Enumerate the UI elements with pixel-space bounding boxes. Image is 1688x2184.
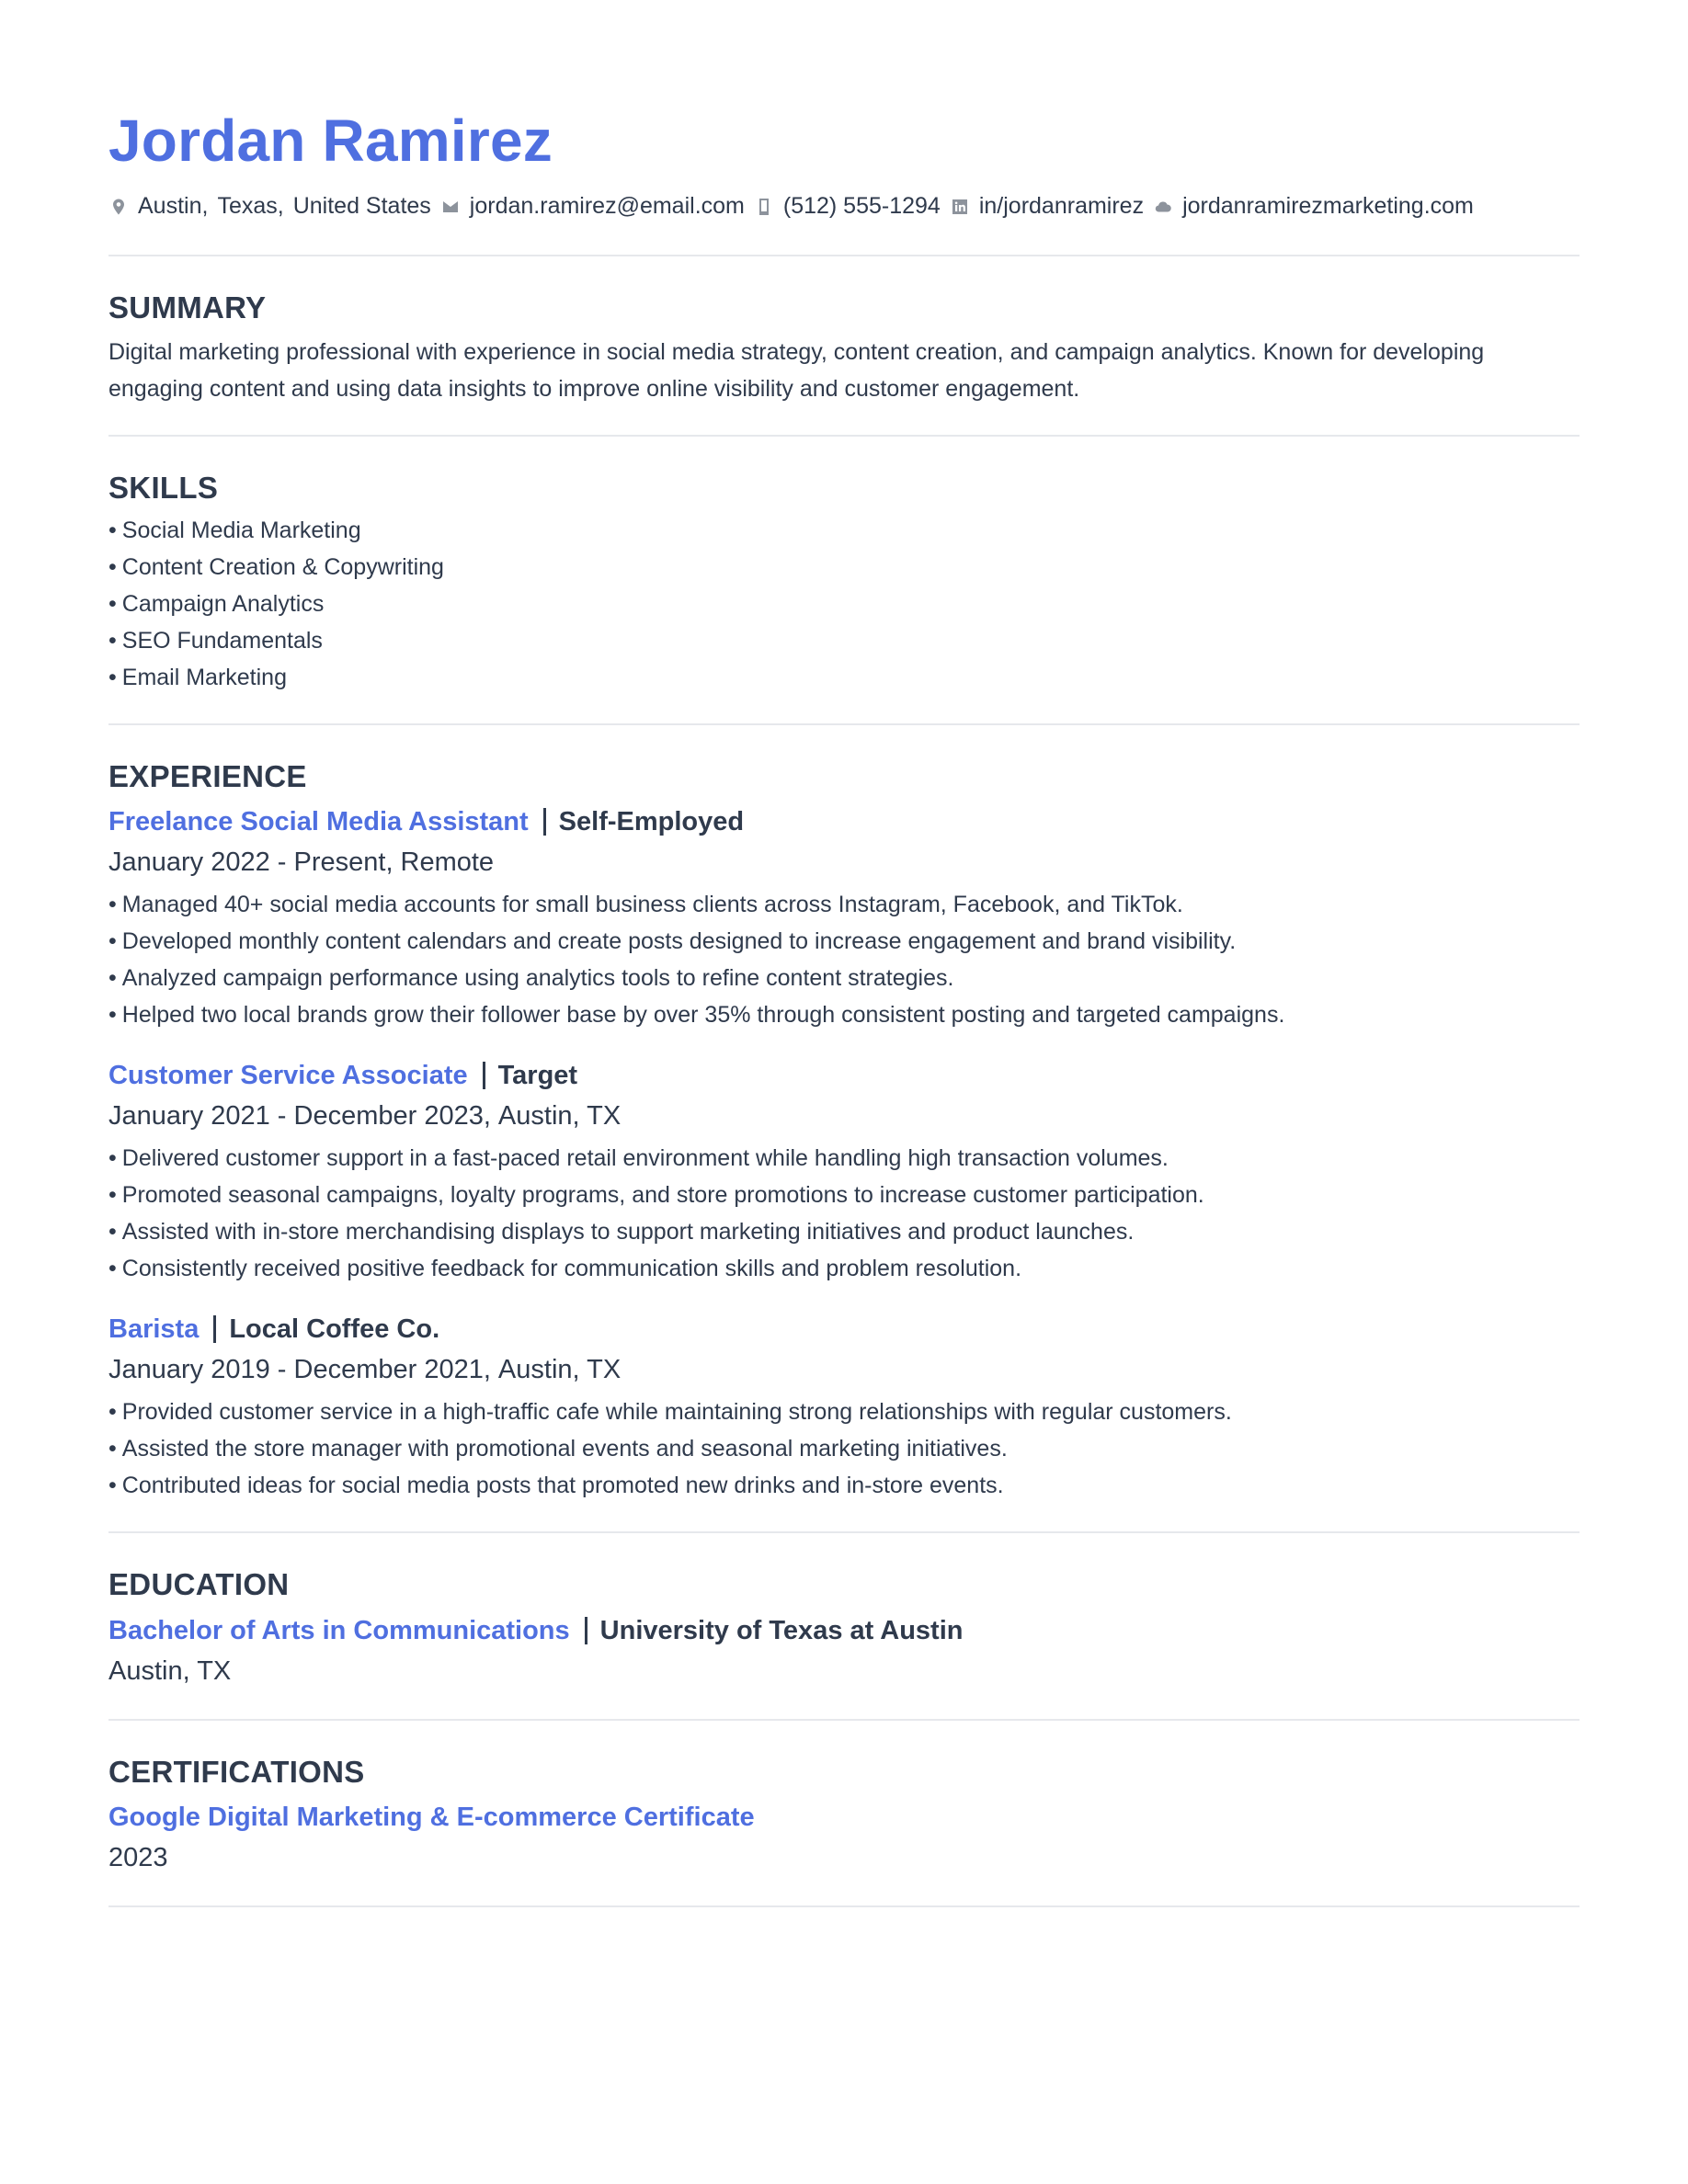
job-entry	[108, 1309, 1580, 1504]
contact-phone[interactable]	[754, 193, 941, 220]
skill-item: • Content Creation & Copywriting	[108, 553, 444, 580]
job-meta	[108, 1096, 1580, 1136]
job-bullet-text: Helped two local brands grow their follower base by over 35% through consistent posting and targeted campaigns.	[121, 1002, 1285, 1029]
map-pin-icon	[108, 197, 129, 217]
summary-heading: SUMMARY	[108, 290, 267, 325]
skill-text: Email Marketing	[121, 664, 287, 690]
job-location: Remote	[400, 847, 495, 878]
job-bullets	[108, 886, 1580, 1033]
envelope-icon	[440, 197, 461, 217]
job-organization: Local Coffee Co.	[229, 1314, 440, 1345]
cloud-icon	[1153, 197, 1173, 217]
job-bullet-text: Developed monthly content calendars and create posts designed to increase engagement and brand visibility.	[121, 928, 1237, 955]
job-bullet: • Analyzed campaign performance using analytics tools to refine content strategies.	[108, 965, 954, 992]
job-dates: January 2021 - December 2023,	[108, 1101, 491, 1132]
certifications-section	[108, 1721, 1580, 1906]
contact-email-text: jordan.ramirez@email.com	[469, 193, 745, 220]
job-bullet: • Assisted with in-store merchandising displays to support marketing initiatives and product launches.	[108, 1219, 1135, 1246]
certification-header	[108, 1797, 1580, 1837]
experience-heading: EXPERIENCE	[108, 758, 307, 793]
skill-text: Content Creation & Copywriting	[121, 553, 444, 580]
skill-text: Campaign Analytics	[121, 590, 325, 617]
job-bullet: • Delivered customer support in a fast-paced retail environment while handling high transaction volumes.	[108, 1145, 1169, 1172]
job-bullet-text: Delivered customer support in a fast-paced retail environment while handling high transaction volumes.	[121, 1145, 1169, 1172]
job-entry	[108, 1055, 1580, 1287]
contact-state: Texas,	[217, 193, 284, 220]
skill-text: Social Media Marketing	[121, 517, 361, 543]
title-separator	[483, 1062, 485, 1089]
resume-header	[108, 108, 1580, 220]
skill-item: • Campaign Analytics	[108, 590, 325, 617]
contact-linkedin[interactable]	[950, 193, 1144, 220]
job-bullet: • Contributed ideas for social media posts that promoted new drinks and in-store events.	[108, 1473, 1004, 1499]
skill-item: • Social Media Marketing	[108, 517, 361, 543]
summary-text: Digital marketing professional with experience in social media strategy, content creation, and campaign analytics. Known for developing engaging content and using data insights to improve online visibility and customer engagement.	[108, 338, 1485, 402]
job-bullet-text: Consistently received positive feedback for communication skills and problem resolution.	[121, 1256, 1022, 1282]
skill-item: • SEO Fundamentals	[108, 627, 323, 654]
job-bullet: • Provided customer service in a high-traffic cafe while maintaining strong relationships with regular customers.	[108, 1399, 1232, 1426]
job-bullet-text: Managed 40+ social media accounts for small business clients across Instagram, Facebook, and TikTok.	[121, 892, 1183, 918]
title-separator	[543, 808, 546, 836]
job-organization: Target	[497, 1061, 578, 1091]
title-separator	[213, 1315, 216, 1343]
certifications-heading: CERTIFICATIONS	[108, 1754, 365, 1789]
contact-linkedin-text: in/jordanramirez	[978, 193, 1145, 220]
job-bullets	[108, 1393, 1580, 1504]
job-bullet-text: Contributed ideas for social media posts that promoted new drinks and in-store events.	[121, 1473, 1004, 1499]
contact-email[interactable]	[440, 193, 745, 220]
mobile-phone-icon	[754, 197, 774, 217]
job-dates: January 2019 - December 2021,	[108, 1355, 491, 1385]
contact-city: Austin,	[138, 193, 209, 220]
job-meta	[108, 1349, 1580, 1390]
summary-section	[108, 256, 1580, 435]
skills-section	[108, 437, 1580, 723]
job-bullet-text: Analyzed campaign performance using analytics tools to refine content strategies.	[121, 965, 954, 992]
skills-heading: SKILLS	[108, 470, 219, 505]
skill-item: • Email Marketing	[108, 664, 287, 690]
job-bullet: • Developed monthly content calendars and create posts designed to increase engagement and brand visibility.	[108, 928, 1237, 955]
job-meta	[108, 842, 1580, 882]
contact-website-text: jordanramirezmarketing.com	[1182, 193, 1474, 220]
candidate-name: Jordan Ramirez	[108, 108, 553, 174]
job-location: Austin, TX	[497, 1355, 622, 1385]
education-location: Austin, TX	[108, 1655, 232, 1686]
contact-website[interactable]	[1153, 193, 1474, 220]
linkedin-icon	[950, 197, 970, 217]
education-section	[108, 1533, 1580, 1719]
job-title: Barista	[108, 1314, 200, 1345]
job-header	[108, 802, 1580, 842]
job-bullet: • Consistently received positive feedback for communication skills and problem resolution.	[108, 1256, 1022, 1282]
job-header	[108, 1055, 1580, 1096]
job-bullet: • Managed 40+ social media accounts for small business clients across Instagram, Facebook, and TikTok.	[108, 892, 1183, 918]
degree-title: Bachelor of Arts in Communications	[108, 1615, 570, 1645]
job-bullet-text: Promoted seasonal campaigns, loyalty programs, and store promotions to increase customer participation.	[121, 1182, 1204, 1209]
education-heading: EDUCATION	[108, 1567, 290, 1602]
certification-name: Google Digital Marketing & E-commerce Certificate	[108, 1803, 755, 1833]
title-separator	[585, 1617, 587, 1644]
section-divider	[108, 1905, 1580, 1907]
education-header	[108, 1610, 1580, 1651]
contact-phone-text: (512) 555-1294	[782, 193, 941, 220]
job-entry	[108, 802, 1580, 1033]
job-location: Austin, TX	[497, 1101, 622, 1132]
job-header	[108, 1309, 1580, 1349]
job-bullet-text: Provided customer service in a high-traffic cafe while maintaining strong relationships with regular customers.	[121, 1399, 1232, 1426]
school-name: University of Texas at Austin	[599, 1615, 964, 1645]
contact-bar	[108, 193, 1580, 220]
job-title: Customer Service Associate	[108, 1061, 468, 1091]
job-bullet: • Assisted the store manager with promotional events and seasonal marketing initiatives.	[108, 1436, 1008, 1462]
skills-list	[108, 512, 1580, 696]
experience-section	[108, 725, 1580, 1532]
contact-country: United States	[292, 193, 431, 220]
job-organization: Self-Employed	[558, 807, 745, 837]
contact-location	[108, 193, 431, 220]
job-bullet: • Promoted seasonal campaigns, loyalty programs, and store promotions to increase customer participation.	[108, 1182, 1204, 1209]
job-bullet: • Helped two local brands grow their follower base by over 35% through consistent posting and targeted campaigns.	[108, 1002, 1285, 1029]
skill-text: SEO Fundamentals	[121, 627, 323, 654]
certification-year: 2023	[108, 1843, 168, 1873]
job-bullets	[108, 1140, 1580, 1287]
job-bullet-text: Assisted with in-store merchandising displays to support marketing initiatives and product launches.	[121, 1219, 1135, 1246]
job-dates: January 2022 - Present,	[108, 847, 393, 878]
job-title: Freelance Social Media Assistant	[108, 807, 529, 837]
job-bullet-text: Assisted the store manager with promotional events and seasonal marketing initiatives.	[121, 1436, 1008, 1462]
